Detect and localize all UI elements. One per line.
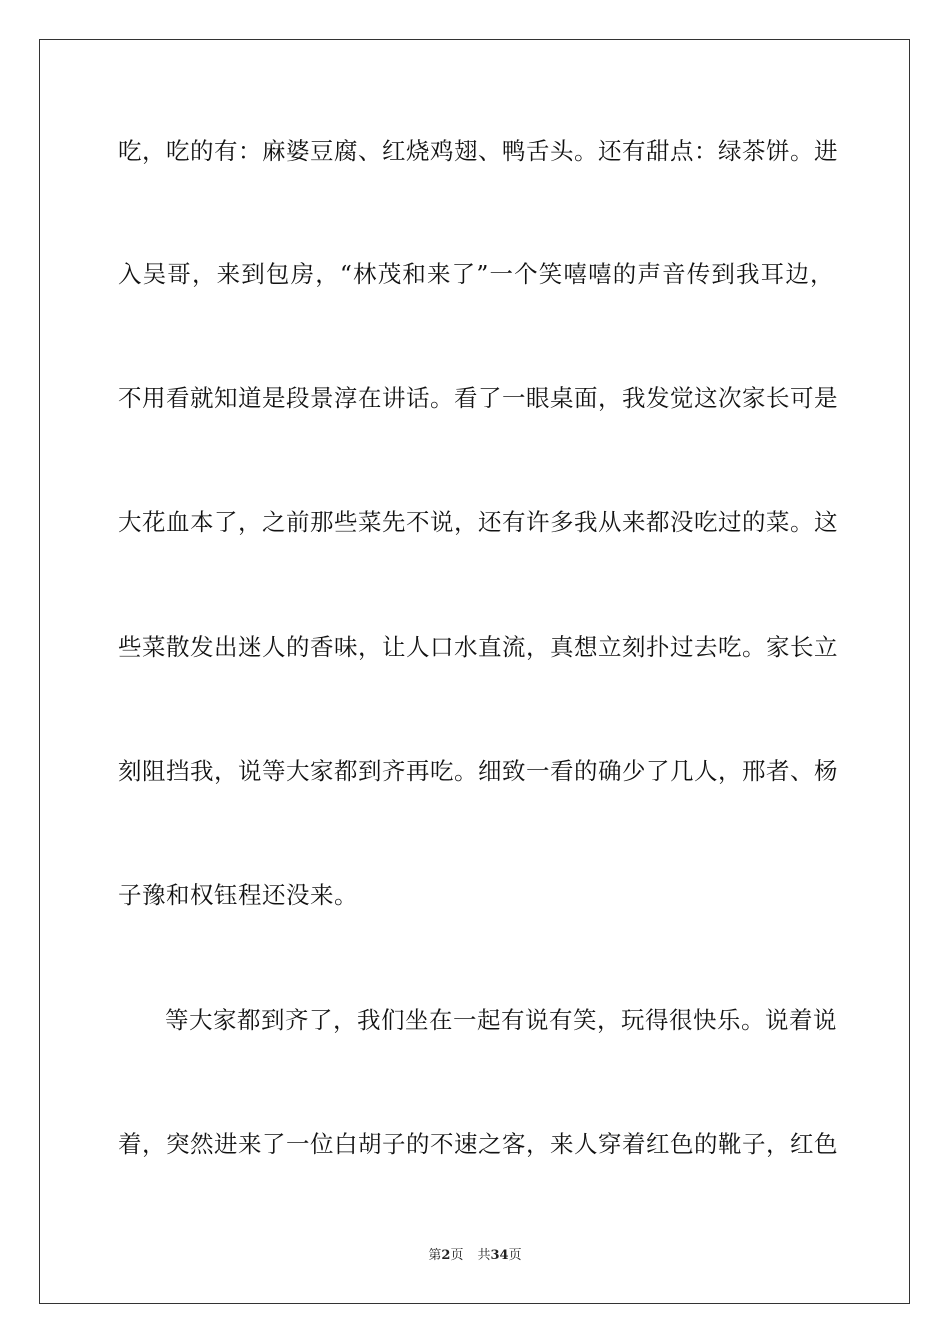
- text-line-1: 吃，吃的有：麻婆豆腐、红烧鸡翅、鸭舌头。还有甜点：绿茶饼。进: [118, 137, 838, 165]
- total-pages: 34: [490, 1248, 509, 1263]
- page-border: [39, 39, 910, 1304]
- page-number: 2: [441, 1248, 451, 1263]
- text-line-4: 大花血本了，之前那些菜先不说，还有许多我从来都没吃过的菜。这: [118, 508, 838, 536]
- page-prefix: 第: [428, 1248, 442, 1263]
- text-line-3: 不用看就知道是段景淳在讲话。看了一眼桌面，我发觉这次家长可是: [118, 384, 838, 412]
- text-line-2: 入吴哥，来到包房，“林茂和来了”一个笑嘻嘻的声音传到我耳边，: [118, 260, 834, 288]
- page-suffix: 页: [450, 1248, 464, 1263]
- text-line-6: 刻阻挡我，说等大家都到齐再吃。细致一看的确少了几人，邢者、杨: [118, 757, 838, 785]
- text-line-5: 些菜散发出迷人的香味，让人口水直流，真想立刻扑过去吃。家长立: [118, 633, 838, 661]
- text-line-9: 着，突然进来了一位白胡子的不速之客，来人穿着红色的靴子，红色: [118, 1130, 838, 1158]
- total-suffix: 页: [508, 1248, 522, 1263]
- text-line-7: 子豫和权钰程还没来。: [118, 881, 358, 909]
- text-line-8: 等大家都到齐了，我们坐在一起有说有笑，玩得很快乐。说着说: [165, 1006, 837, 1034]
- page-footer: [0, 1247, 950, 1265]
- total-prefix: 共: [477, 1248, 491, 1263]
